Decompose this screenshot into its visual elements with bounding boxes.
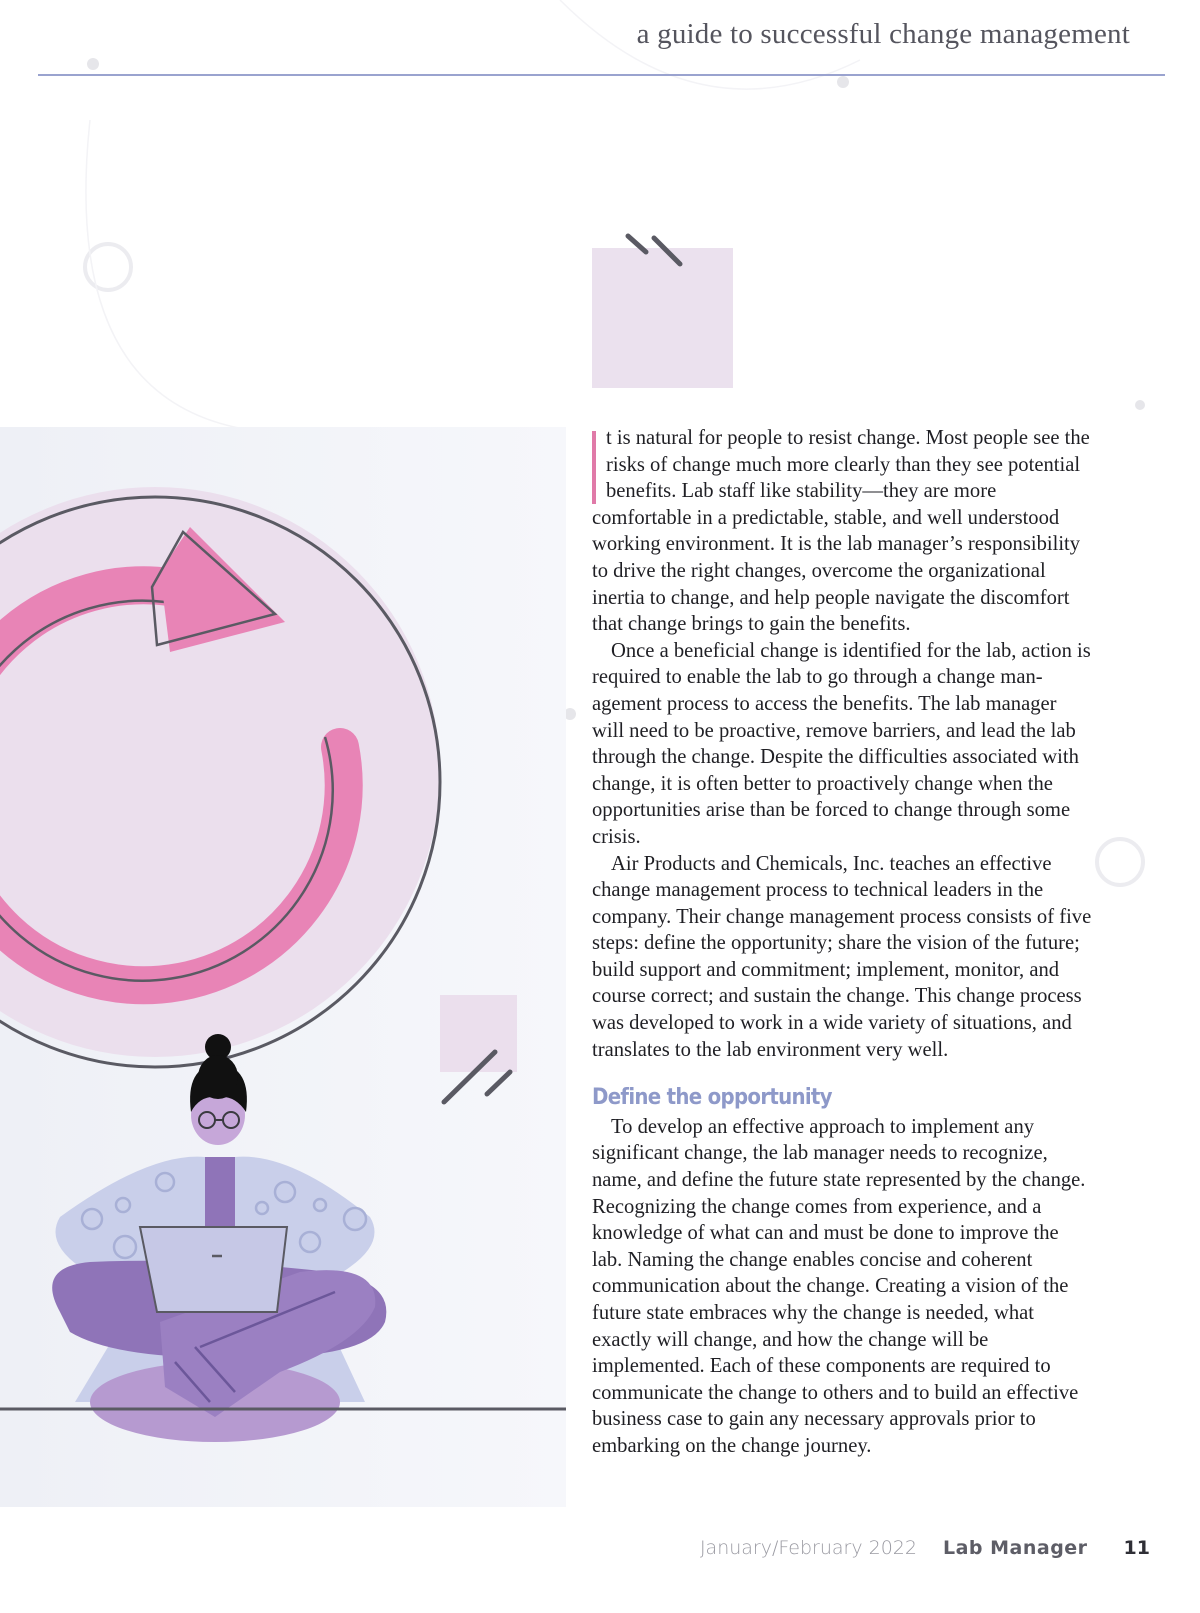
section-heading: Define the opportunity [592,1085,832,1111]
article-body [592,425,1092,1460]
change-management-illustration [0,427,566,1507]
page-footer [700,1537,1150,1559]
magazine-name: Lab Manager [942,1537,1088,1559]
running-title: a guide to successful change management [636,18,1130,50]
article-paragraph-1: t is natural for people to resist change. Most people see the risks of change much more clearly than they see potential benefits. Lab staff like stability—they are more comfortable in a predictable, stable, and well understood working environment. It is the lab manager’s responsibility to drive the right changes, overcome the organizational inertia to change, and help people navigate the discomfort that change brings to gain the benefits. [592,427,1090,636]
quote-marks-icon [620,228,690,278]
issue-date: January/February 2022 [699,1537,917,1559]
header-rule [38,74,1165,76]
article-paragraph-3: Air Products and Chemicals, Inc. teaches an effective change management process to technical leaders in the company. Their change management process consists of five steps: define the opportunity; share the vision of the future; build support and commitment; implement, monitor, and course correct; and sustain the change. This change process was developed to work in a wide variety of situations, and translates to the lab environment very well. [592,852,1092,1061]
page-number: 11 [1123,1537,1150,1559]
section-paragraph: To develop an effective approach to implement any significant change, the lab manager needs to recognize, name, and define the future state represented by the change. Recognizing the change comes from experience, and a knowledge of what can and must be done to improve the lab. Naming the change enables concise and coherent communication about the change. Creating a vision of the future state embraces why the change is needed, what exactly will change, and how the change will be implemented. Each of these components are required to communicate the change to others and to build an effective business case to gain any necessary approvals prior to embarking on the change journey. [592,1115,1086,1457]
drop-cap-bar [592,431,596,504]
article-paragraph-2: Once a beneficial change is identified for the lab, action is required to enable the lab to go through a change management process to access the benefits. The lab manager will need to be proactive, remove barriers, and lead the lab through the change. Despite the difficulties associated with change, it is often better to proactively change when the opportunities arise than be forced to change through some crisis. [592,639,1091,848]
